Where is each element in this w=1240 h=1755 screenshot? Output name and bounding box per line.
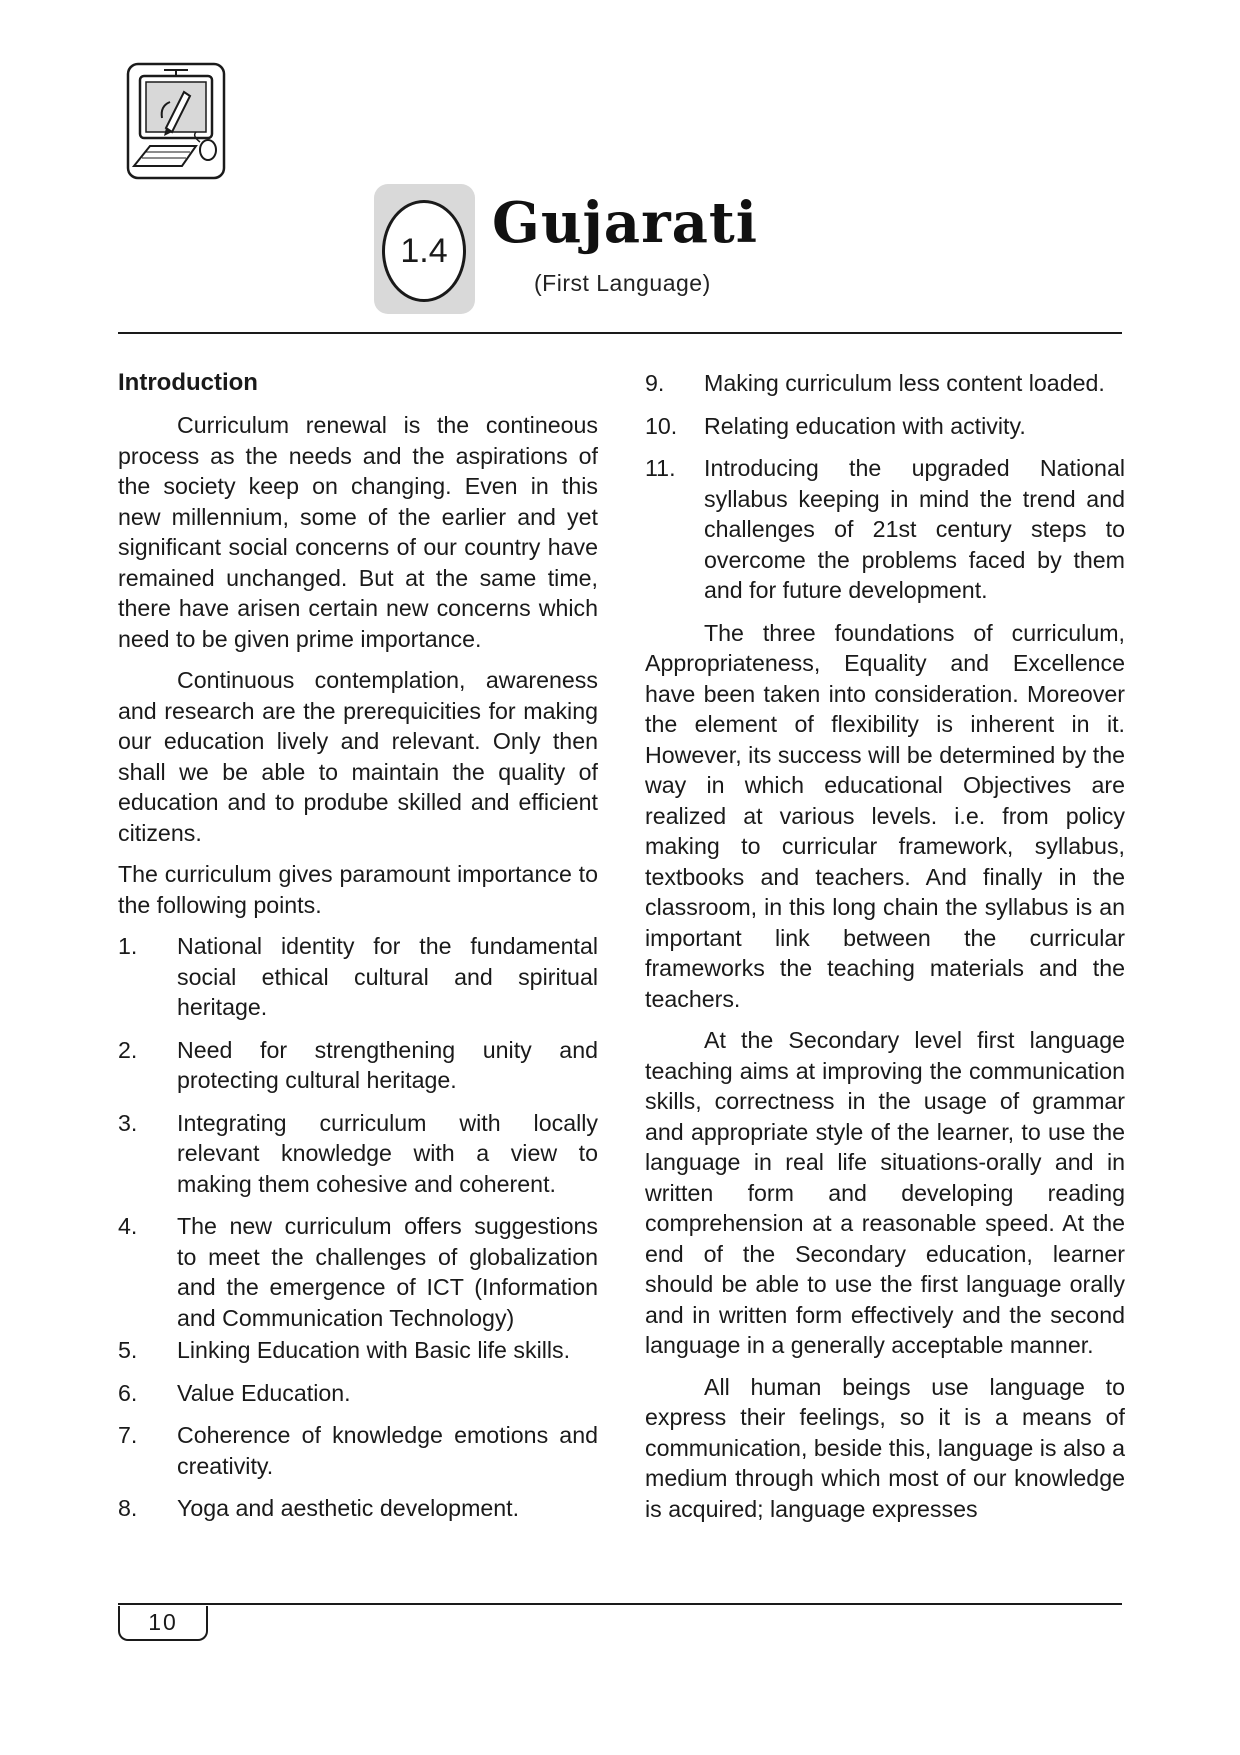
- paragraph: The three foundations of curriculum, Appropriateness, Equality and Excellence have been taken into consideration. Moreover the element of flexibility is inherent in it. However, its success will be determined by the way in which educational Objectives are realized at various levels. i.e. from policy making to curricular framework, syllabus, textbooks and teachers. And finally in the classroom, in this long chain the syllabus is an important link between the curricular frameworks the teaching materials and the teachers.: [645, 619, 1125, 1012]
- list-text: Need for strengthening unity and protecting cultural heritage.: [177, 1036, 598, 1093]
- list-number: 10.: [645, 412, 678, 439]
- list-text: Value Education.: [177, 1379, 351, 1406]
- list-item: [118, 1420, 598, 1481]
- list-text: The new curriculum offers suggestions to meet the challenges of globalization and the emergence of ICT (Information and Communication Technology): [177, 1213, 598, 1331]
- list-item: [118, 1108, 598, 1200]
- list-text: Linking Education with Basic life skills.: [177, 1337, 571, 1363]
- section-number: 1.4: [382, 200, 466, 302]
- section-heading: Introduction: [118, 369, 258, 396]
- list-number: 6.: [118, 1379, 138, 1406]
- list-item: [645, 411, 1125, 442]
- paragraph: The curriculum gives paramount importance to the following points.: [118, 861, 598, 918]
- points-list-continued: [645, 368, 1125, 606]
- list-item: [118, 1211, 598, 1333]
- list-number: 5.: [118, 1337, 138, 1363]
- right-column: [645, 368, 1125, 1535]
- section-badge: [374, 184, 475, 314]
- list-number: 3.: [118, 1109, 138, 1136]
- list-number: 2.: [118, 1036, 138, 1063]
- page-title: Gujarati: [492, 190, 759, 256]
- page-number: 10: [118, 1606, 208, 1641]
- list-number: 4.: [118, 1213, 138, 1239]
- paragraph: At the Secondary level first language teaching aims at improving the communication skills, correctness in the usage of grammar and appropriate style of the learner, to use the language in real life situations-orally and in written form and developing reading comprehension at a reasonable speed. At the end of the Secondary education, learner should be able to use the first language orally and in written form effectively and the second language in a generally acceptable manner.: [645, 1027, 1125, 1358]
- list-text: Relating education with activity.: [704, 412, 1026, 439]
- list-number: 9.: [645, 370, 665, 396]
- points-list: [118, 931, 598, 1524]
- list-number: 11.: [645, 455, 676, 481]
- paragraph: All human beings use language to express their feelings, so it is a means of communication, beside this, language is also a medium through which most of our knowledge is acquired; language expresses: [645, 1373, 1125, 1522]
- list-item: [118, 931, 598, 1023]
- list-text: Yoga and aesthetic development.: [177, 1495, 520, 1521]
- list-item: [118, 1493, 598, 1524]
- list-item: [645, 453, 1125, 606]
- paragraph: Curriculum renewal is the contineous process as the needs and the aspirations of the society keep on changing. Even in this new millennium, some of the earlier and yet significant social concerns of our country have remained unchanged. But at the same time, there have arisen certain new concerns which need to be given prime importance.: [118, 412, 598, 652]
- list-text: Introducing the upgraded National syllabus keeping in mind the trend and challenges of 21st century steps to overcome the problems faced by them and for future development.: [704, 455, 1125, 603]
- page-subtitle: (First Language): [534, 270, 711, 296]
- header-divider: [118, 332, 1122, 334]
- list-text: Coherence of knowledge emotions and creativity.: [177, 1422, 598, 1479]
- computer-drawing-icon: [126, 62, 226, 180]
- list-item: [118, 1378, 598, 1409]
- list-text: Making curriculum less content loaded.: [704, 370, 1105, 396]
- list-number: 7.: [118, 1422, 138, 1448]
- list-text: National identity for the fundamental social ethical cultural and spiritual heritage.: [177, 933, 598, 1020]
- list-number: 1.: [118, 933, 138, 959]
- list-item: [645, 368, 1125, 399]
- list-item: [118, 1335, 598, 1366]
- list-text: Integrating curriculum with locally relevant knowledge with a view to making them cohesive and coherent.: [177, 1109, 598, 1197]
- list-item: [118, 1035, 598, 1096]
- paragraph: Continuous contemplation, awareness and research are the prerequicities for making our education lively and relevant. Only then shall we be able to maintain the quality of education and to prodube skilled and efficient citizens.: [118, 667, 598, 846]
- left-column: [118, 368, 598, 1536]
- list-number: 8.: [118, 1495, 138, 1521]
- footer-divider: [118, 1603, 1122, 1605]
